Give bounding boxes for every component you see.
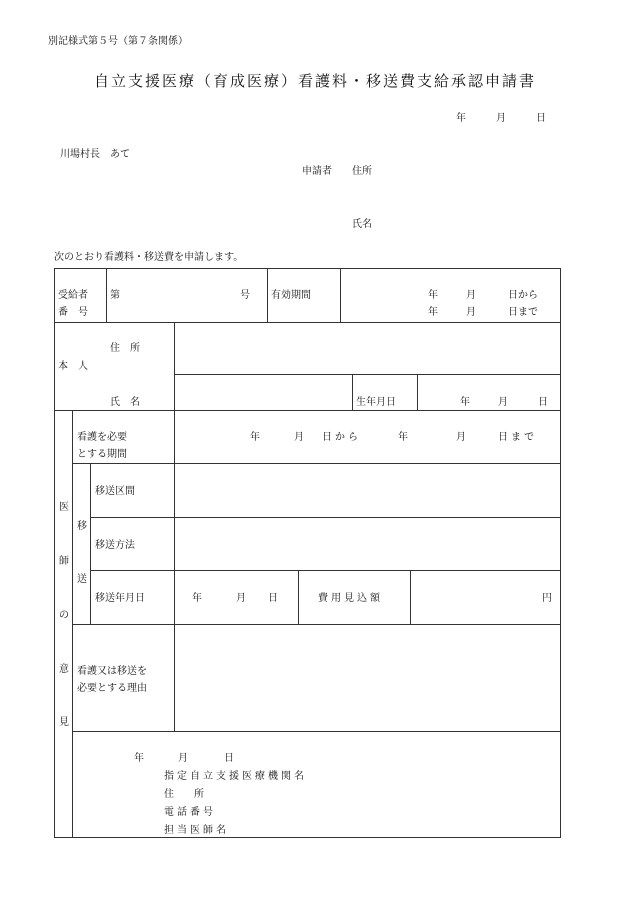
intro-text: 次のとおり看護料・移送費を申請します。	[54, 252, 244, 263]
sign-year: 年	[134, 753, 144, 764]
nursing-to-day: 日まで	[498, 432, 537, 443]
institution-address-label: 住 所	[164, 789, 204, 800]
recipient-number-label-1: 受給者	[58, 290, 88, 301]
validity-to-month: 月	[466, 307, 476, 318]
transport-method-label: 移送方法	[95, 540, 135, 551]
validity-label: 有効期間	[271, 290, 311, 301]
institution-name-label: 指定自立支援医療機関名	[164, 771, 307, 782]
transport-label-1: 移	[77, 521, 87, 532]
doctor-opinion-label-5: 見	[59, 717, 69, 728]
applicant-label: 申請者	[302, 166, 332, 177]
birthdate-label: 生年月日	[356, 397, 396, 408]
sign-day: 日	[224, 753, 234, 764]
reason-label-2: 必要とする理由	[77, 683, 147, 694]
nursing-from-year: 年	[250, 432, 260, 443]
page-title: 自立支援医療（育成医療）看護料・移送費支給承認申請書	[93, 72, 536, 90]
nursing-from-month: 月	[294, 432, 304, 443]
nursing-from-day: 日から	[322, 432, 361, 443]
date-year-label: 年	[456, 113, 466, 124]
recipient-number-dai: 第	[110, 290, 120, 301]
birthdate-year: 年	[460, 397, 470, 408]
date-month-label: 月	[496, 113, 506, 124]
nursing-to-month: 月	[456, 432, 466, 443]
person-name-label: 氏 名	[110, 397, 140, 408]
person-label: 本 人	[58, 361, 88, 372]
recipient-number-label-2: 番 号	[58, 307, 88, 318]
person-address-label: 住 所	[110, 343, 140, 354]
addressee: 川場村長 あて	[60, 149, 130, 160]
validity-to-day: 日まで	[508, 307, 538, 318]
doctor-name-label: 担当医師名	[164, 825, 229, 836]
applicant-name-label: 氏名	[352, 219, 372, 230]
transport-date-label: 移送年月日	[95, 593, 145, 604]
validity-to-year: 年	[428, 307, 438, 318]
transport-date-year: 年	[192, 593, 202, 604]
phone-label: 電話番号	[164, 807, 216, 818]
doctor-opinion-label-1: 医	[59, 502, 69, 513]
doctor-opinion-label-3: の	[59, 610, 69, 621]
birthdate-month: 月	[498, 397, 508, 408]
estimated-cost-label: 費用見込額	[318, 593, 383, 604]
transport-label-2: 送	[77, 574, 87, 585]
transport-section-label: 移送区間	[95, 486, 135, 497]
validity-from-year: 年	[428, 290, 438, 301]
form-number: 別記様式第５号（第７条関係）	[48, 36, 188, 47]
birthdate-day: 日	[538, 397, 548, 408]
validity-from-month: 月	[466, 290, 476, 301]
recipient-number-gou: 号	[240, 290, 250, 301]
yen-label: 円	[542, 593, 552, 604]
doctor-opinion-label-4: 意	[59, 664, 69, 675]
doctor-opinion-label-2: 師	[59, 556, 69, 567]
transport-date-month: 月	[236, 593, 246, 604]
transport-date-day: 日	[268, 593, 278, 604]
nursing-period-label-1: 看護を必要	[77, 432, 127, 443]
sign-month: 月	[178, 753, 188, 764]
nursing-period-label-2: とする期間	[77, 449, 127, 460]
date-day-label: 日	[536, 113, 546, 124]
applicant-address-label: 住所	[352, 166, 372, 177]
nursing-to-year: 年	[398, 432, 408, 443]
validity-from-day: 日から	[508, 290, 538, 301]
reason-label-1: 看護又は移送を	[77, 666, 147, 677]
